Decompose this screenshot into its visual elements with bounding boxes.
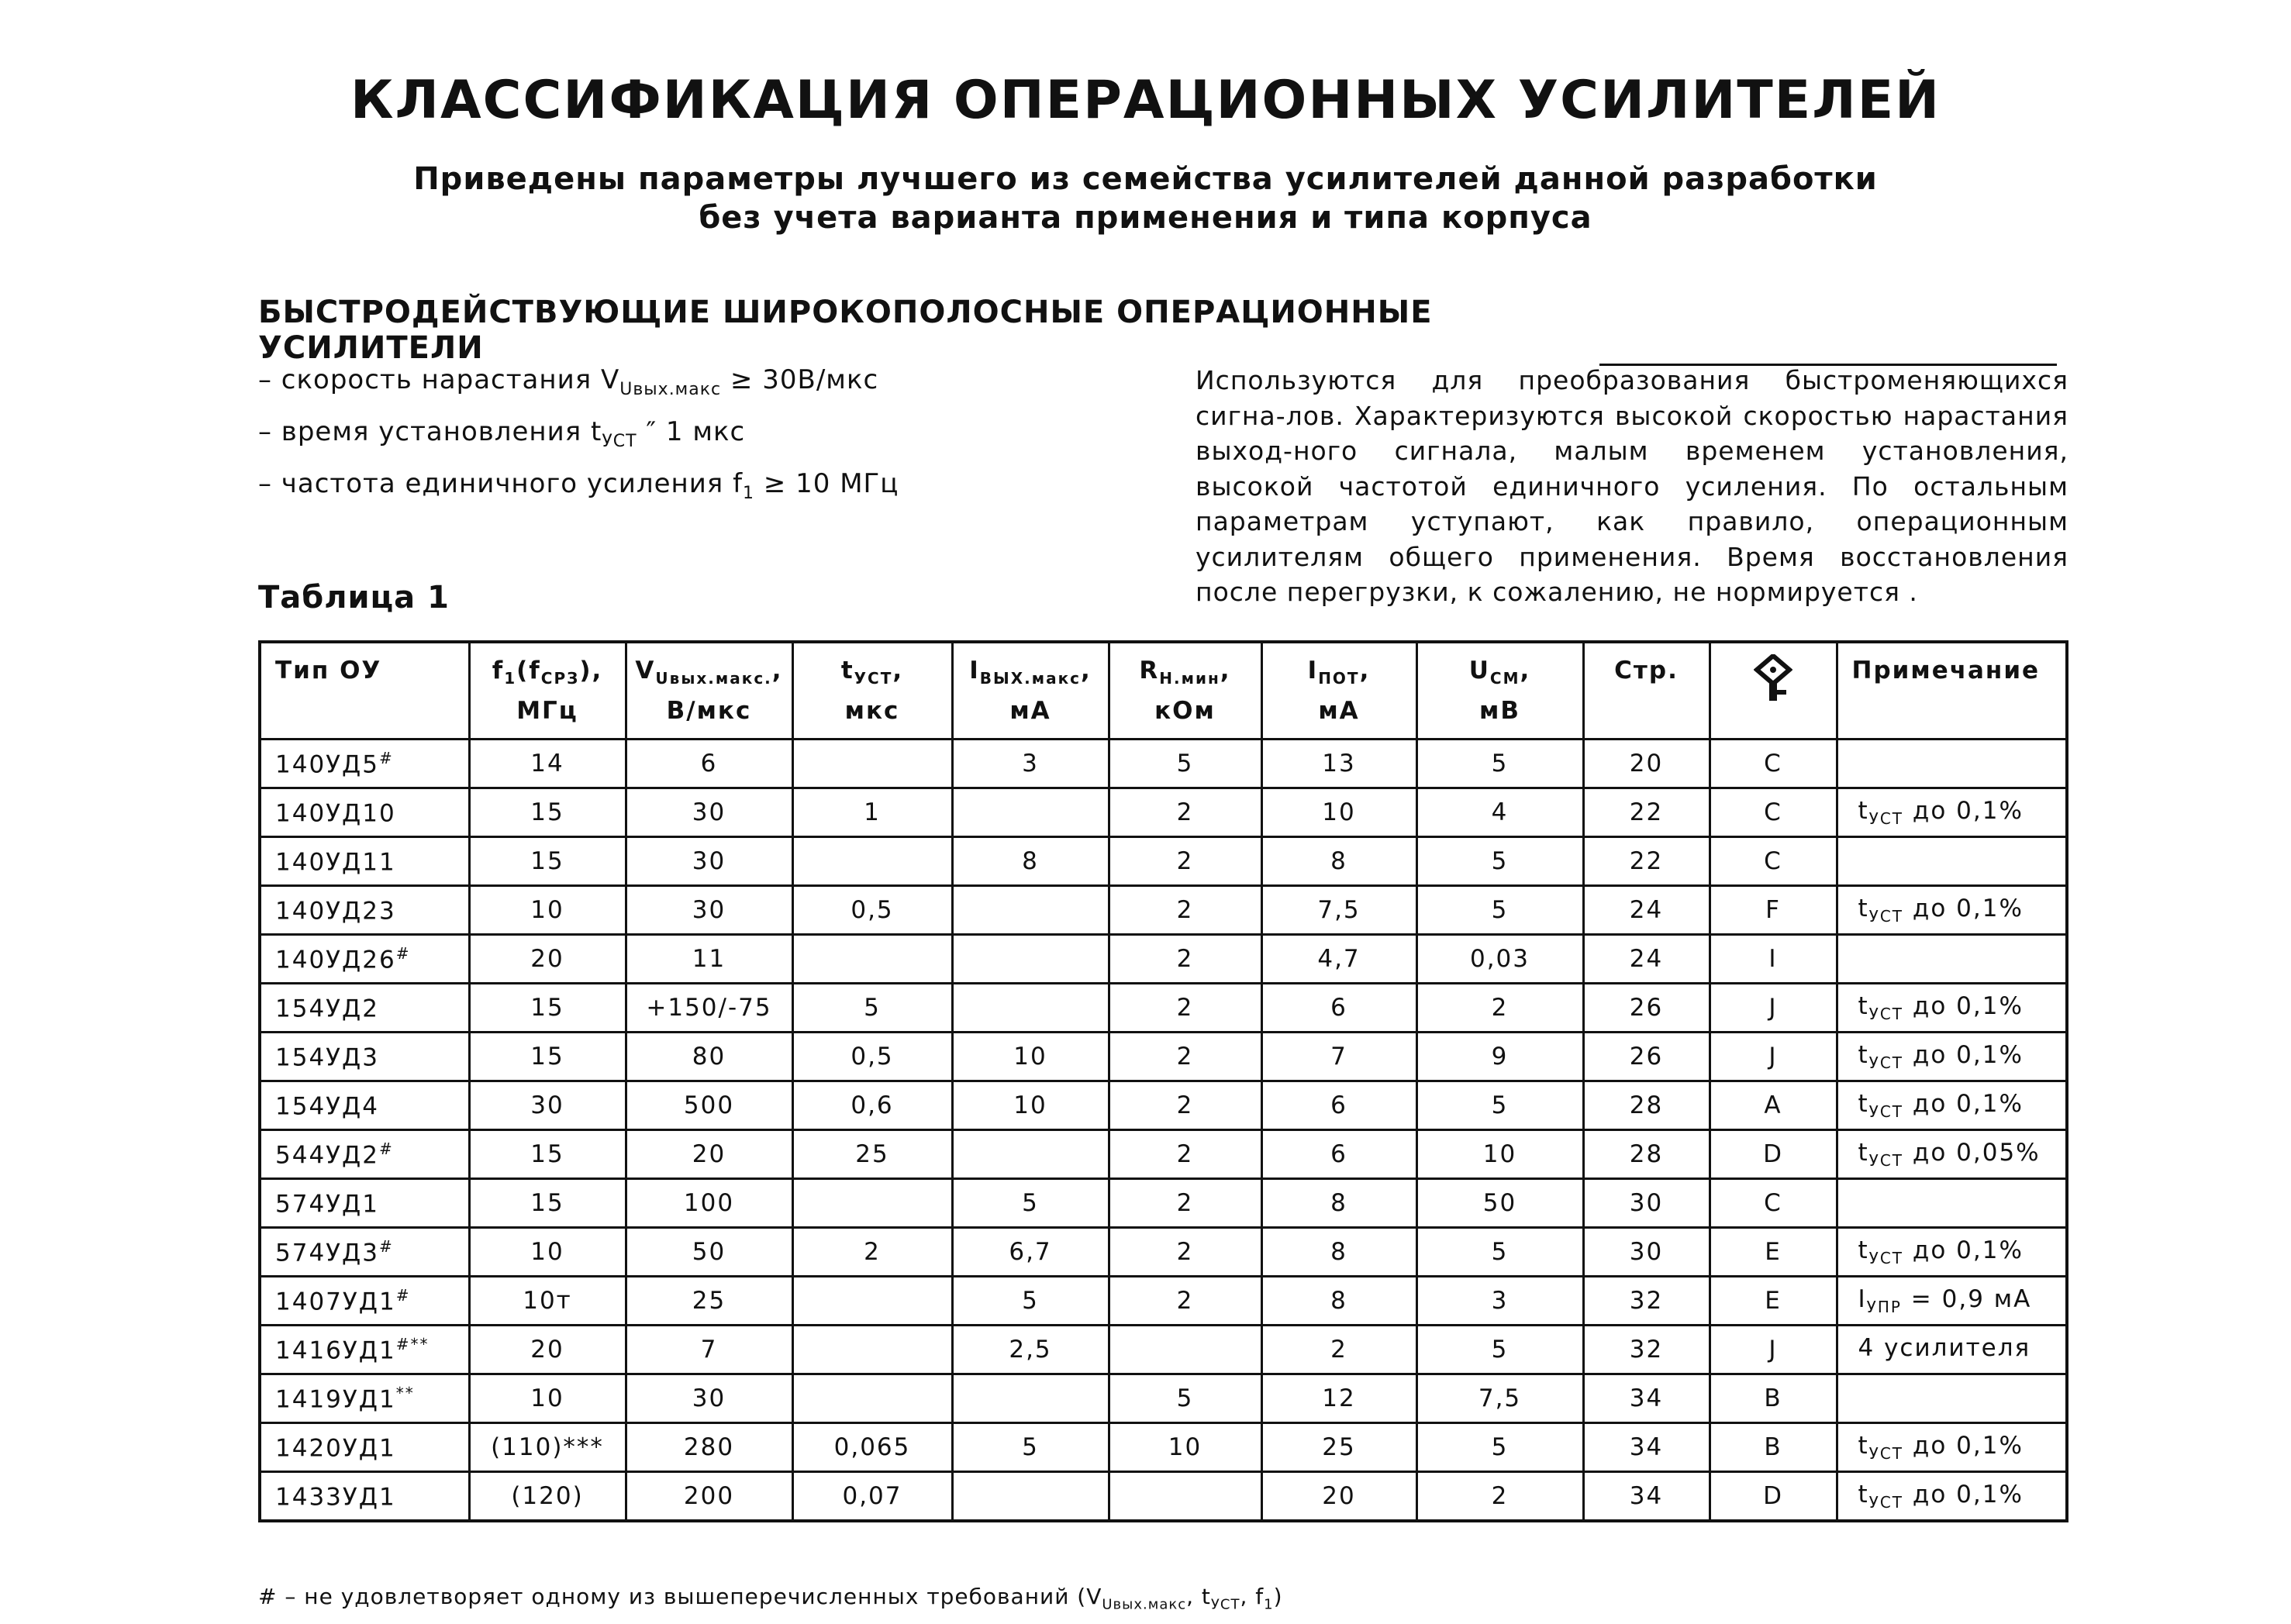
- cell-type: 1416УД1#**: [260, 1326, 469, 1374]
- cell-offset-voltage: 50: [1416, 1179, 1583, 1228]
- cell-page: 32: [1583, 1326, 1710, 1374]
- cell-slew-rate: 11: [626, 935, 792, 984]
- cell-page: 20: [1583, 740, 1710, 788]
- cell-note: $t_{УСТ}$ до 0,1%: [1837, 1081, 2067, 1130]
- cell-settling-time: 0,5: [792, 1033, 952, 1081]
- cell-type: 1419УД1**: [260, 1374, 469, 1423]
- table-row: [260, 886, 2067, 935]
- cell-key: B: [1710, 1374, 1837, 1423]
- cell-supply-current: 8: [1261, 1179, 1416, 1228]
- cell-load-resistance: [1109, 1472, 1261, 1522]
- cell-type: 1407УД1#: [260, 1277, 469, 1326]
- header-settling-time: $t_{УСТ}$, мкс: [792, 642, 952, 740]
- cell-type: 140УД5#: [260, 740, 469, 788]
- cell-note: $t_{УСТ}$ до 0,05%: [1837, 1130, 2067, 1179]
- cell-key: C: [1710, 1179, 1837, 1228]
- cell-type: 1420УД1: [260, 1423, 469, 1472]
- header-supply-current: $I_{ПОТ}$, мА: [1261, 642, 1416, 740]
- cell-page: 28: [1583, 1081, 1710, 1130]
- cell-settling-time: 0,6: [792, 1081, 952, 1130]
- cell-output-current: 10: [952, 1081, 1109, 1130]
- cell-offset-voltage: 5: [1416, 886, 1583, 935]
- cell-note: $t_{УСТ}$ до 0,1%: [1837, 1228, 2067, 1277]
- cell-f1: 30: [469, 1081, 626, 1130]
- cell-settling-time: 0,065: [792, 1423, 952, 1472]
- requirement-item: – время установления $t_{УСТ}$ ″ 1 мкс: [258, 416, 746, 451]
- cell-note: [1837, 740, 2067, 788]
- cell-load-resistance: 2: [1109, 1179, 1261, 1228]
- cell-supply-current: 8: [1261, 837, 1416, 886]
- table-row: [260, 1081, 2067, 1130]
- cell-load-resistance: 5: [1109, 1374, 1261, 1423]
- section-title: БЫСТРОДЕЙСТВУЮЩИЕ ШИРОКОПОЛОСНЫЕ ОПЕРАЦИОННЫЕ УСИЛИТЕЛИ: [258, 295, 1433, 366]
- cell-page: 34: [1583, 1472, 1710, 1522]
- cell-key: J: [1710, 1033, 1837, 1081]
- cell-note: $t_{УСТ}$ до 0,1%: [1837, 788, 2067, 837]
- section-rule: [1599, 337, 2057, 366]
- cell-slew-rate: 280: [626, 1423, 792, 1472]
- table-row: [260, 984, 2067, 1033]
- section-heading: [258, 295, 2057, 366]
- page-title: КЛАССИФИКАЦИЯ ОПЕРАЦИОННЫХ УСИЛИТЕЛЕЙ: [350, 70, 1941, 131]
- cell-settling-time: 1: [792, 788, 952, 837]
- cell-offset-voltage: 5: [1416, 1423, 1583, 1472]
- cell-settling-time: 2: [792, 1228, 952, 1277]
- cell-key: E: [1710, 1228, 1837, 1277]
- cell-offset-voltage: 5: [1416, 1081, 1583, 1130]
- cell-page: 22: [1583, 788, 1710, 837]
- cell-supply-current: 6: [1261, 1081, 1416, 1130]
- cell-key: J: [1710, 1326, 1837, 1374]
- cell-output-current: [952, 935, 1109, 984]
- cell-output-current: [952, 788, 1109, 837]
- cell-slew-rate: 25: [626, 1277, 792, 1326]
- cell-slew-rate: 500: [626, 1081, 792, 1130]
- cell-load-resistance: 2: [1109, 886, 1261, 935]
- cell-page: 30: [1583, 1179, 1710, 1228]
- cell-type: 154УД4: [260, 1081, 469, 1130]
- cell-type: 574УД3#: [260, 1228, 469, 1277]
- cell-f1: (120): [469, 1472, 626, 1522]
- table-row: [260, 1033, 2067, 1081]
- table-row: [260, 1228, 2067, 1277]
- cell-f1: 14: [469, 740, 626, 788]
- cell-load-resistance: 2: [1109, 1081, 1261, 1130]
- cell-note: $t_{УСТ}$ до 0,1%: [1837, 1033, 2067, 1081]
- cell-type: 140УД26#: [260, 935, 469, 984]
- cell-supply-current: 10: [1261, 788, 1416, 837]
- table-row: [260, 1326, 2067, 1374]
- cell-supply-current: 6: [1261, 1130, 1416, 1179]
- cell-output-current: 5: [952, 1277, 1109, 1326]
- subtitle-line-2: без учета варианта применения и типа корпуса: [699, 200, 1592, 236]
- table-row: [260, 788, 2067, 837]
- cell-type: 140УД10: [260, 788, 469, 837]
- cell-key: D: [1710, 1130, 1837, 1179]
- cell-settling-time: 0,5: [792, 886, 952, 935]
- cell-slew-rate: 6: [626, 740, 792, 788]
- cell-settling-time: [792, 837, 952, 886]
- cell-load-resistance: 2: [1109, 1277, 1261, 1326]
- cell-output-current: [952, 984, 1109, 1033]
- cell-output-current: 2,5: [952, 1326, 1109, 1374]
- header-page: Стр.: [1583, 642, 1710, 740]
- cell-slew-rate: 200: [626, 1472, 792, 1522]
- cell-output-current: [952, 1374, 1109, 1423]
- cell-key: E: [1710, 1277, 1837, 1326]
- cell-supply-current: 25: [1261, 1423, 1416, 1472]
- cell-slew-rate: 30: [626, 886, 792, 935]
- cell-f1: (110)***: [469, 1423, 626, 1472]
- op-amp-table: [258, 640, 2068, 1522]
- cell-type: 1433УД1: [260, 1472, 469, 1522]
- cell-settling-time: [792, 1374, 952, 1423]
- header-note: Примечание: [1837, 642, 2067, 740]
- cell-offset-voltage: 4: [1416, 788, 1583, 837]
- cell-load-resistance: 2: [1109, 1228, 1261, 1277]
- cell-key: A: [1710, 1081, 1837, 1130]
- cell-f1: 15: [469, 1179, 626, 1228]
- cell-output-current: 10: [952, 1033, 1109, 1081]
- cell-output-current: 8: [952, 837, 1109, 886]
- cell-key: C: [1710, 837, 1837, 886]
- cell-note: $t_{УСТ}$ до 0,1%: [1837, 984, 2067, 1033]
- requirement-item: – скорость нарастания $V_{Uвых.макс} \ge 30В/мкс$: [258, 364, 879, 399]
- cell-f1: 10: [469, 1228, 626, 1277]
- cell-page: 24: [1583, 935, 1710, 984]
- table-row: [260, 740, 2067, 788]
- header-output-current: $I_{ВЫХ.макс}$, мА: [952, 642, 1109, 740]
- cell-settling-time: 25: [792, 1130, 952, 1179]
- cell-output-current: 6,7: [952, 1228, 1109, 1277]
- table-label: Таблица 1: [258, 580, 450, 615]
- cell-offset-voltage: 5: [1416, 1326, 1583, 1374]
- table-row: [260, 1472, 2067, 1522]
- cell-type: 140УД11: [260, 837, 469, 886]
- table-row: [260, 837, 2067, 886]
- cell-load-resistance: [1109, 1326, 1261, 1374]
- cell-supply-current: 8: [1261, 1277, 1416, 1326]
- cell-settling-time: [792, 1277, 952, 1326]
- header-load-resistance: $R_{Н.мин}$, кОм: [1109, 642, 1261, 740]
- cell-load-resistance: 2: [1109, 837, 1261, 886]
- cell-f1: 20: [469, 935, 626, 984]
- cell-type: 154УД3: [260, 1033, 469, 1081]
- cell-load-resistance: 2: [1109, 935, 1261, 984]
- description-paragraph: Используются для преобразования быстроменяющихся сигна-лов. Характеризуются высокой скоростью нарастания выход-ного сигнала, малым временем установления, высокой частотой единичного усиления. По остальным параметрам уступают, как правило, операционным усилителям общего применения. Время восстановления после перегрузки, к сожалению, не нормируется .: [1196, 365, 2068, 607]
- cell-f1: 15: [469, 984, 626, 1033]
- cell-f1: 10т: [469, 1277, 626, 1326]
- cell-output-current: [952, 1130, 1109, 1179]
- cell-page: 34: [1583, 1374, 1710, 1423]
- header-slew-rate: $V_{Uвых.макс.}$, В/мкс: [626, 642, 792, 740]
- cell-offset-voltage: 3: [1416, 1277, 1583, 1326]
- cell-key: C: [1710, 788, 1837, 837]
- cell-offset-voltage: 5: [1416, 837, 1583, 886]
- cell-page: 24: [1583, 886, 1710, 935]
- cell-offset-voltage: 5: [1416, 1228, 1583, 1277]
- cell-note: $t_{УСТ}$ до 0,1%: [1837, 1472, 2067, 1522]
- cell-load-resistance: 5: [1109, 740, 1261, 788]
- footnote: # – не удовлетворяет одному из вышеперечисленных требований ($V_{Uвых.макс}$, $t_{УСТ}$, $f_1$): [258, 1584, 1283, 1613]
- cell-page: 26: [1583, 1033, 1710, 1081]
- cell-key: C: [1710, 740, 1837, 788]
- cell-page: 30: [1583, 1228, 1710, 1277]
- cell-f1: 10: [469, 886, 626, 935]
- cell-settling-time: 0,07: [792, 1472, 952, 1522]
- cell-slew-rate: 50: [626, 1228, 792, 1277]
- header-f1: $f_1(f_{СРЗ})$, МГц: [469, 642, 626, 740]
- cell-note: $t_{УСТ}$ до 0,1%: [1837, 886, 2067, 935]
- cell-page: 28: [1583, 1130, 1710, 1179]
- cell-note: [1837, 935, 2067, 984]
- cell-page: 32: [1583, 1277, 1710, 1326]
- table-header-row: [260, 642, 2067, 740]
- cell-settling-time: 5: [792, 984, 952, 1033]
- cell-note: $t_{УСТ}$ до 0,1%: [1837, 1423, 2067, 1472]
- cell-load-resistance: 2: [1109, 1130, 1261, 1179]
- cell-note: 4 усилителя: [1837, 1326, 2067, 1374]
- cell-slew-rate: 30: [626, 1374, 792, 1423]
- header-offset-voltage: $U_{СМ}$, мВ: [1416, 642, 1583, 740]
- cell-slew-rate: +150/-75: [626, 984, 792, 1033]
- cell-output-current: [952, 886, 1109, 935]
- table-row: [260, 1130, 2067, 1179]
- cell-offset-voltage: 2: [1416, 1472, 1583, 1522]
- cell-supply-current: 7: [1261, 1033, 1416, 1081]
- cell-supply-current: 8: [1261, 1228, 1416, 1277]
- cell-note: $I_{УПР} = 0,9$ мА: [1837, 1277, 2067, 1326]
- cell-supply-current: 2: [1261, 1326, 1416, 1374]
- cell-note: [1837, 1374, 2067, 1423]
- subtitle-line-1: Приведены параметры лучшего из семейства усилителей данной разработки: [413, 161, 1878, 197]
- cell-supply-current: 7,5: [1261, 886, 1416, 935]
- cell-slew-rate: 80: [626, 1033, 792, 1081]
- cell-settling-time: [792, 1326, 952, 1374]
- cell-settling-time: [792, 1179, 952, 1228]
- cell-offset-voltage: 0,03: [1416, 935, 1583, 984]
- requirements-list: [258, 364, 899, 520]
- cell-offset-voltage: 5: [1416, 740, 1583, 788]
- cell-output-current: 5: [952, 1423, 1109, 1472]
- cell-load-resistance: 2: [1109, 788, 1261, 837]
- cell-offset-voltage: 2: [1416, 984, 1583, 1033]
- table-row: [260, 935, 2067, 984]
- cell-supply-current: 12: [1261, 1374, 1416, 1423]
- cell-slew-rate: 7: [626, 1326, 792, 1374]
- cell-key: D: [1710, 1472, 1837, 1522]
- cell-output-current: 3: [952, 740, 1109, 788]
- header-key: [1710, 642, 1837, 740]
- cell-supply-current: 20: [1261, 1472, 1416, 1522]
- table-row: [260, 1423, 2067, 1472]
- cell-offset-voltage: 7,5: [1416, 1374, 1583, 1423]
- cell-f1: 15: [469, 1033, 626, 1081]
- cell-f1: 15: [469, 1130, 626, 1179]
- cell-key: F: [1710, 886, 1837, 935]
- cell-slew-rate: 30: [626, 837, 792, 886]
- cell-page: 22: [1583, 837, 1710, 886]
- cell-supply-current: 4,7: [1261, 935, 1416, 984]
- cell-type: 544УД2#: [260, 1130, 469, 1179]
- cell-settling-time: [792, 935, 952, 984]
- cell-type: 574УД1: [260, 1179, 469, 1228]
- cell-settling-time: [792, 740, 952, 788]
- cell-slew-rate: 30: [626, 788, 792, 837]
- cell-supply-current: 13: [1261, 740, 1416, 788]
- cell-supply-current: 6: [1261, 984, 1416, 1033]
- cell-f1: 10: [469, 1374, 626, 1423]
- table-row: [260, 1374, 2067, 1423]
- cell-page: 34: [1583, 1423, 1710, 1472]
- cell-output-current: [952, 1472, 1109, 1522]
- cell-key: J: [1710, 984, 1837, 1033]
- cell-offset-voltage: 10: [1416, 1130, 1583, 1179]
- cell-type: 140УД23: [260, 886, 469, 935]
- cell-slew-rate: 100: [626, 1179, 792, 1228]
- cell-page: 26: [1583, 984, 1710, 1033]
- cell-note: [1837, 1179, 2067, 1228]
- cell-f1: 15: [469, 788, 626, 837]
- cell-type: 154УД2: [260, 984, 469, 1033]
- key-icon: [1754, 654, 1792, 702]
- cell-output-current: 5: [952, 1179, 1109, 1228]
- cell-key: B: [1710, 1423, 1837, 1472]
- cell-load-resistance: 2: [1109, 1033, 1261, 1081]
- cell-note: [1837, 837, 2067, 886]
- cell-load-resistance: 2: [1109, 984, 1261, 1033]
- cell-f1: 20: [469, 1326, 626, 1374]
- header-type: Тип ОУ: [260, 642, 469, 740]
- cell-key: I: [1710, 935, 1837, 984]
- cell-load-resistance: 10: [1109, 1423, 1261, 1472]
- cell-offset-voltage: 9: [1416, 1033, 1583, 1081]
- cell-slew-rate: 20: [626, 1130, 792, 1179]
- cell-f1: 15: [469, 837, 626, 886]
- requirement-item: – частота единичного усиления $f_1 \ge 10$ МГц: [258, 468, 899, 503]
- table-row: [260, 1179, 2067, 1228]
- table-row: [260, 1277, 2067, 1326]
